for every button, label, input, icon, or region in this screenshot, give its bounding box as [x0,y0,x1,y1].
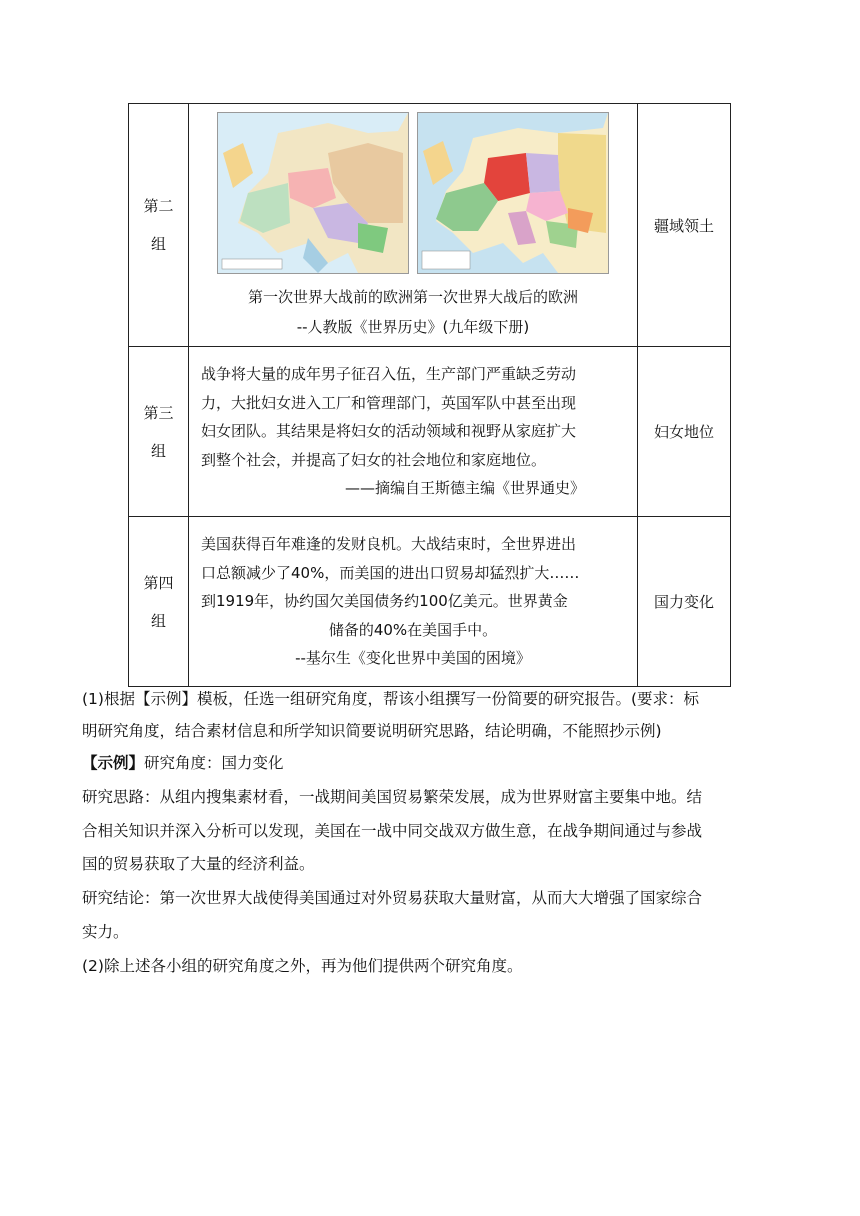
question-1-line2: 明研究角度，结合素材信息和所学知识简要说明研究思路，结论明确，不能照抄示例) [82,722,662,740]
material-line: 力，大批妇女进入工厂和管理部门，英国军队中甚至出现 [201,393,577,412]
research-conclusion-line1: 研究结论：第一次世界大战使得美国通过对外贸易获取大量财富，从而大大增强了国家综合 [82,889,703,907]
map-caption [189,282,637,342]
research-conclusion-line2: 实力。 [82,923,129,941]
research-angle-cell: 疆域领土 [638,104,731,347]
research-idea-line2: 合相关知识并深入分析可以发现，美国在一战中同交战双方做生意，在战争期间通过与参战 [82,822,703,840]
research-idea-line3: 国的贸易获取了大量的经济利益。 [82,855,315,873]
research-idea-line1: 研究思路：从组内搜集素材看，一战期间美国贸易繁荣发展，成为世界财富主要集中地。结 [82,788,703,806]
map-caption-source: --人教版《世界历史》(九年级下册) [296,318,530,336]
example-angle: 研究角度：国力变化 [144,754,284,772]
group-label-line2: 组 [150,441,166,460]
material-line: 储备的40%在美国手中。 [328,620,498,639]
group-label-line2: 组 [150,235,166,253]
material-table [128,103,731,687]
material-line: 到1919年，协约国欠美国债务约100亿美元。世界黄金 [201,592,568,611]
text-content-cell [189,347,638,517]
material-source: ——摘编自王斯德主编《世界通史》 [344,479,585,498]
map-pair [189,108,637,274]
map-caption-line1: 第一次世界大战前的欧洲第一次世界大战后的欧洲 [247,288,578,306]
research-angle-cell: 国力变化 [638,517,731,687]
europe-after-ww1-map [417,112,609,274]
europe-before-ww1-map [217,112,409,274]
map-content-cell [189,104,638,347]
group-label-line1: 第二 [143,197,174,215]
question-1-line1: (1)根据【示例】模板，任选一组研究角度，帮该小组撰写一份简要的研究报告。(要求：标 [82,690,700,708]
example-heading [82,748,782,778]
material-text [189,530,637,673]
material-line: 妇女团队。其结果是将妇女的活动领域和视野从家庭扩大 [201,422,577,441]
text-content-cell [189,517,638,687]
material-source: --基尔生《变化世界中美国的困境》 [295,649,531,668]
table-row-group-4 [129,517,731,687]
research-angle-cell: 妇女地位 [638,347,731,517]
material-line: 战争将大量的成年男子征召入伍，生产部门严重缺乏劳动 [201,365,577,384]
example-label: 【示例】 [82,754,145,772]
table-row-group-2 [129,104,731,347]
material-line: 到整个社会，并提高了妇女的社会地位和家庭地位。 [201,450,547,469]
material-text [189,360,637,503]
material-line: 美国获得百年难逢的发财良机。大战结束时，全世界进出 [201,535,577,554]
group-label-cell [129,517,189,687]
group-label-line1: 第四 [143,573,174,592]
question-2: (2)除上述各小组的研究角度之外，再为他们提供两个研究角度。 [82,957,523,975]
group-label-line2: 组 [150,611,166,630]
table-row-group-3 [129,347,731,517]
group-label-cell [129,104,189,347]
group-label-cell [129,347,189,517]
group-label-line1: 第三 [143,403,174,422]
material-line: 口总额减少了40%，而美国的进出口贸易却猛烈扩大…… [201,563,580,582]
